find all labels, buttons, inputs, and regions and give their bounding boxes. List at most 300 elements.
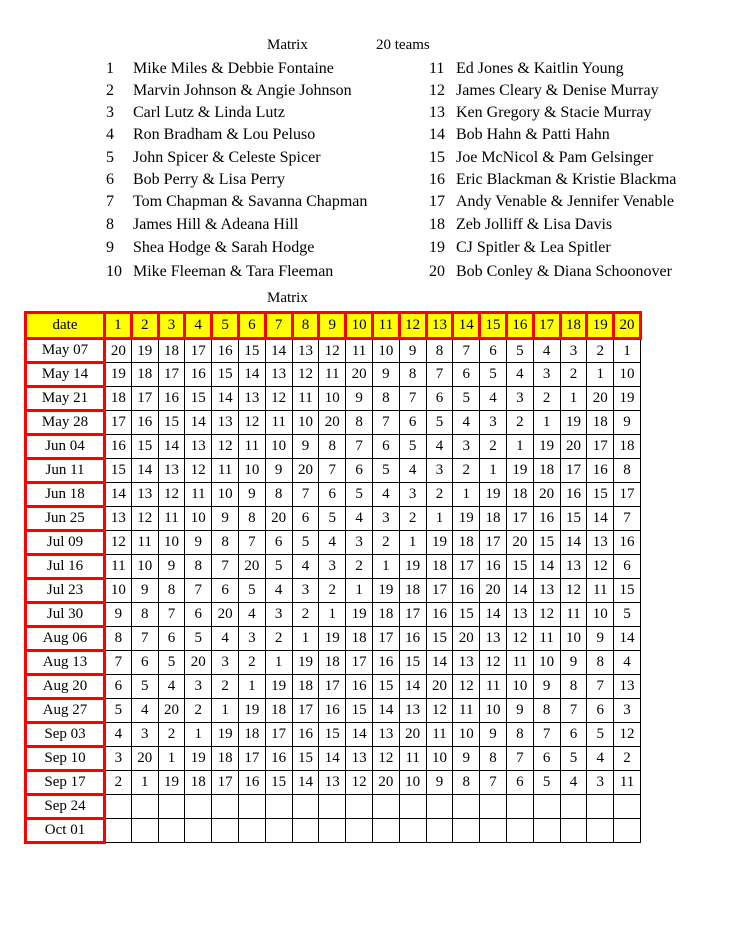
matrix-cell: 20 bbox=[372, 771, 399, 795]
team-column-header: 7 bbox=[265, 313, 292, 339]
matrix-cell: 7 bbox=[158, 603, 185, 627]
team-column-header: 19 bbox=[587, 313, 614, 339]
table-row bbox=[26, 555, 641, 579]
row-date: Jul 16 bbox=[26, 555, 105, 579]
matrix-cell: 12 bbox=[212, 435, 239, 459]
matrix-cell bbox=[560, 819, 587, 843]
matrix-cell: 19 bbox=[212, 723, 239, 747]
matrix-cell: 13 bbox=[480, 627, 507, 651]
matrix-cell: 3 bbox=[426, 459, 453, 483]
row-date: May 28 bbox=[26, 411, 105, 435]
team-column-header: 13 bbox=[426, 313, 453, 339]
matrix-cell: 1 bbox=[212, 699, 239, 723]
matrix-cell: 18 bbox=[533, 459, 560, 483]
matrix-cell: 10 bbox=[506, 675, 533, 699]
matrix-cell: 13 bbox=[506, 603, 533, 627]
matrix-cell: 18 bbox=[587, 411, 614, 435]
matrix-cell: 5 bbox=[372, 459, 399, 483]
matrix-cell: 20 bbox=[319, 411, 346, 435]
matrix-cell: 10 bbox=[131, 555, 158, 579]
matrix-cell: 16 bbox=[372, 651, 399, 675]
matrix-cell: 12 bbox=[426, 699, 453, 723]
matrix-cell: 14 bbox=[614, 627, 641, 651]
matrix-cell: 15 bbox=[453, 603, 480, 627]
matrix-cell: 15 bbox=[212, 363, 239, 387]
matrix-cell: 4 bbox=[480, 387, 507, 411]
team-name: Bob Hahn & Patti Hahn bbox=[456, 126, 610, 143]
matrix-cell: 14 bbox=[346, 723, 373, 747]
matrix-cell: 5 bbox=[506, 339, 533, 363]
matrix-cell: 7 bbox=[319, 459, 346, 483]
matrix-cell: 11 bbox=[265, 411, 292, 435]
matrix-cell: 7 bbox=[426, 363, 453, 387]
team-number: 2 bbox=[106, 82, 114, 99]
team-column-header: 10 bbox=[346, 313, 373, 339]
matrix-cell: 20 bbox=[426, 675, 453, 699]
matrix-cell: 8 bbox=[319, 435, 346, 459]
matrix-cell: 11 bbox=[560, 603, 587, 627]
matrix-cell: 7 bbox=[372, 411, 399, 435]
matrix-cell: 2 bbox=[560, 363, 587, 387]
matrix-cell: 9 bbox=[105, 603, 132, 627]
matrix-cell: 4 bbox=[238, 603, 265, 627]
table-row bbox=[26, 483, 641, 507]
matrix-cell bbox=[399, 795, 426, 819]
matrix-cell: 11 bbox=[346, 339, 373, 363]
matrix-cell: 16 bbox=[399, 627, 426, 651]
matrix-cell: 15 bbox=[506, 555, 533, 579]
matrix-cell: 3 bbox=[506, 387, 533, 411]
matrix-cell: 15 bbox=[426, 627, 453, 651]
matrix-cell: 1 bbox=[185, 723, 212, 747]
matrix-cell: 5 bbox=[185, 627, 212, 651]
matrix-cell: 8 bbox=[560, 675, 587, 699]
team-number: 6 bbox=[106, 171, 114, 188]
row-date: Jun 04 bbox=[26, 435, 105, 459]
matrix-cell bbox=[480, 819, 507, 843]
matrix-cell: 2 bbox=[346, 555, 373, 579]
matrix-cell: 1 bbox=[131, 771, 158, 795]
matrix-cell: 6 bbox=[265, 531, 292, 555]
matrix-cell: 1 bbox=[614, 339, 641, 363]
matrix-cell: 14 bbox=[158, 435, 185, 459]
matrix-cell: 1 bbox=[372, 555, 399, 579]
table-row bbox=[26, 699, 641, 723]
matrix-cell: 6 bbox=[453, 363, 480, 387]
matrix-cell: 17 bbox=[131, 387, 158, 411]
matrix-cell: 15 bbox=[185, 387, 212, 411]
matrix-cell: 17 bbox=[372, 627, 399, 651]
matrix-cell bbox=[212, 819, 239, 843]
matrix-cell: 8 bbox=[587, 651, 614, 675]
matrix-cell: 2 bbox=[506, 411, 533, 435]
matrix-cell: 2 bbox=[319, 579, 346, 603]
matrix-cell: 4 bbox=[105, 723, 132, 747]
matrix-cell: 9 bbox=[453, 747, 480, 771]
matrix-cell: 1 bbox=[560, 387, 587, 411]
matrix-cell: 4 bbox=[587, 747, 614, 771]
matrix-cell bbox=[265, 795, 292, 819]
matrix-cell: 18 bbox=[614, 435, 641, 459]
matrix-cell: 1 bbox=[587, 363, 614, 387]
team-column-header: 5 bbox=[212, 313, 239, 339]
matrix-cell: 2 bbox=[533, 387, 560, 411]
matrix-cell: 10 bbox=[399, 771, 426, 795]
matrix-cell: 1 bbox=[453, 483, 480, 507]
team-number: 4 bbox=[106, 126, 114, 143]
matrix-cell: 6 bbox=[131, 651, 158, 675]
team-name: Ron Bradham & Lou Peluso bbox=[133, 126, 316, 143]
matrix-cell: 3 bbox=[480, 411, 507, 435]
matrix-cell: 6 bbox=[506, 771, 533, 795]
matrix-cell: 4 bbox=[292, 555, 319, 579]
matrix-cell: 10 bbox=[212, 483, 239, 507]
matrix-cell: 19 bbox=[480, 483, 507, 507]
matrix-cell: 16 bbox=[614, 531, 641, 555]
matrix-cell: 9 bbox=[212, 507, 239, 531]
matrix-cell: 8 bbox=[238, 507, 265, 531]
matrix-cell: 1 bbox=[506, 435, 533, 459]
matrix-cell: 14 bbox=[372, 699, 399, 723]
matrix-cell: 9 bbox=[506, 699, 533, 723]
matrix-cell: 18 bbox=[212, 747, 239, 771]
matrix-cell: 3 bbox=[560, 339, 587, 363]
team-name: James Cleary & Denise Murray bbox=[456, 82, 659, 99]
matrix-cell: 10 bbox=[480, 699, 507, 723]
matrix-cell: 14 bbox=[105, 483, 132, 507]
matrix-cell: 17 bbox=[560, 459, 587, 483]
matrix-cell: 14 bbox=[426, 651, 453, 675]
matrix-cell bbox=[319, 819, 346, 843]
matrix-cell: 16 bbox=[158, 387, 185, 411]
matrix-cell: 17 bbox=[614, 483, 641, 507]
matrix-cell: 12 bbox=[372, 747, 399, 771]
table-row bbox=[26, 723, 641, 747]
matrix-cell: 19 bbox=[346, 603, 373, 627]
matrix-cell: 4 bbox=[506, 363, 533, 387]
matrix-cell: 13 bbox=[131, 483, 158, 507]
matrix-cell: 17 bbox=[453, 555, 480, 579]
matrix-cell: 18 bbox=[319, 651, 346, 675]
table-row bbox=[26, 435, 641, 459]
matrix-cell: 11 bbox=[533, 627, 560, 651]
matrix-cell: 12 bbox=[533, 603, 560, 627]
matrix-cell: 18 bbox=[105, 387, 132, 411]
matrix-cell bbox=[131, 819, 158, 843]
table-row bbox=[26, 603, 641, 627]
matrix-cell: 3 bbox=[453, 435, 480, 459]
matrix-cell: 13 bbox=[265, 363, 292, 387]
team-column-header: 1 bbox=[105, 313, 132, 339]
matrix-cell: 10 bbox=[238, 459, 265, 483]
matrix-cell: 16 bbox=[292, 723, 319, 747]
matrix-cell: 17 bbox=[238, 747, 265, 771]
matrix-cell: 15 bbox=[399, 651, 426, 675]
team-number: 12 bbox=[429, 82, 445, 99]
row-date: Jul 23 bbox=[26, 579, 105, 603]
table-row bbox=[26, 579, 641, 603]
matrix-cell: 13 bbox=[346, 747, 373, 771]
matrix-cell: 2 bbox=[185, 699, 212, 723]
team-number: 5 bbox=[106, 149, 114, 166]
table-row bbox=[26, 411, 641, 435]
matrix-cell: 9 bbox=[292, 435, 319, 459]
matrix-cell: 6 bbox=[185, 603, 212, 627]
row-date: Jul 30 bbox=[26, 603, 105, 627]
matrix-cell: 12 bbox=[319, 339, 346, 363]
matrix-cell: 20 bbox=[131, 747, 158, 771]
matrix-cell: 19 bbox=[614, 387, 641, 411]
matrix-cell: 6 bbox=[399, 411, 426, 435]
team-number: 9 bbox=[106, 239, 114, 256]
matrix-cell: 4 bbox=[399, 459, 426, 483]
matrix-cell: 3 bbox=[292, 579, 319, 603]
matrix-cell bbox=[292, 795, 319, 819]
schedule-matrix bbox=[24, 311, 642, 844]
matrix-cell: 11 bbox=[131, 531, 158, 555]
matrix-cell: 20 bbox=[158, 699, 185, 723]
matrix-cell: 5 bbox=[158, 651, 185, 675]
matrix-cell: 15 bbox=[131, 435, 158, 459]
matrix-cell: 16 bbox=[560, 483, 587, 507]
table-row bbox=[26, 363, 641, 387]
matrix-cell: 3 bbox=[105, 747, 132, 771]
matrix-cell: 16 bbox=[480, 555, 507, 579]
matrix-cell: 18 bbox=[158, 339, 185, 363]
matrix-cell: 10 bbox=[158, 531, 185, 555]
matrix-cell: 16 bbox=[426, 603, 453, 627]
matrix-cell: 4 bbox=[614, 651, 641, 675]
matrix-cell bbox=[185, 819, 212, 843]
row-date: Aug 20 bbox=[26, 675, 105, 699]
matrix-cell: 7 bbox=[587, 675, 614, 699]
matrix-cell: 14 bbox=[506, 579, 533, 603]
matrix-cell: 13 bbox=[533, 579, 560, 603]
team-column-header: 16 bbox=[506, 313, 533, 339]
matrix-cell bbox=[212, 795, 239, 819]
matrix-cell: 20 bbox=[560, 435, 587, 459]
matrix-cell: 16 bbox=[131, 411, 158, 435]
team-column-header: 12 bbox=[399, 313, 426, 339]
matrix-cell: 14 bbox=[560, 531, 587, 555]
matrix-cell: 9 bbox=[614, 411, 641, 435]
matrix-cell: 17 bbox=[185, 339, 212, 363]
matrix-cell: 8 bbox=[185, 555, 212, 579]
matrix-cell: 5 bbox=[105, 699, 132, 723]
matrix-cell: 2 bbox=[238, 651, 265, 675]
matrix-cell: 12 bbox=[480, 651, 507, 675]
matrix-cell: 6 bbox=[533, 747, 560, 771]
matrix-cell: 1 bbox=[533, 411, 560, 435]
row-date: Jun 11 bbox=[26, 459, 105, 483]
matrix-cell: 17 bbox=[399, 603, 426, 627]
matrix-cell: 14 bbox=[480, 603, 507, 627]
matrix-cell: 16 bbox=[533, 507, 560, 531]
matrix-cell: 9 bbox=[372, 363, 399, 387]
matrix-cell bbox=[372, 819, 399, 843]
team-name: Mike Fleeman & Tara Fleeman bbox=[133, 263, 334, 280]
team-column-header: 9 bbox=[319, 313, 346, 339]
team-column-header: 8 bbox=[292, 313, 319, 339]
matrix-cell: 11 bbox=[212, 459, 239, 483]
matrix-cell: 15 bbox=[587, 483, 614, 507]
matrix-cell: 7 bbox=[185, 579, 212, 603]
matrix-cell: 8 bbox=[614, 459, 641, 483]
matrix-cell: 16 bbox=[319, 699, 346, 723]
matrix-cell: 10 bbox=[105, 579, 132, 603]
matrix-cell: 20 bbox=[587, 387, 614, 411]
matrix-cell: 3 bbox=[212, 651, 239, 675]
matrix-cell: 7 bbox=[105, 651, 132, 675]
matrix-title: Matrix bbox=[267, 290, 308, 306]
matrix-cell: 13 bbox=[614, 675, 641, 699]
matrix-cell: 14 bbox=[185, 411, 212, 435]
matrix-cell: 2 bbox=[453, 459, 480, 483]
table-row bbox=[26, 747, 641, 771]
matrix-cell: 6 bbox=[292, 507, 319, 531]
matrix-cell: 12 bbox=[265, 387, 292, 411]
matrix-cell: 17 bbox=[292, 699, 319, 723]
matrix-cell bbox=[587, 795, 614, 819]
matrix-cell: 11 bbox=[158, 507, 185, 531]
team-column-header: 15 bbox=[480, 313, 507, 339]
matrix-cell: 13 bbox=[105, 507, 132, 531]
matrix-cell: 13 bbox=[399, 699, 426, 723]
team-name: Ed Jones & Kaitlin Young bbox=[456, 60, 624, 77]
team-name: Eric Blackman & Kristie Blackma bbox=[456, 171, 677, 188]
row-date: May 14 bbox=[26, 363, 105, 387]
team-number: 8 bbox=[106, 216, 114, 233]
matrix-cell bbox=[426, 795, 453, 819]
matrix-cell: 6 bbox=[212, 579, 239, 603]
matrix-cell: 9 bbox=[185, 531, 212, 555]
matrix-cell: 20 bbox=[480, 579, 507, 603]
matrix-cell: 7 bbox=[131, 627, 158, 651]
matrix-cell: 6 bbox=[426, 387, 453, 411]
matrix-cell: 10 bbox=[319, 387, 346, 411]
matrix-cell bbox=[587, 819, 614, 843]
matrix-cell: 4 bbox=[158, 675, 185, 699]
matrix-cell bbox=[453, 795, 480, 819]
matrix-cell: 20 bbox=[453, 627, 480, 651]
team-number: 15 bbox=[429, 149, 445, 166]
matrix-cell: 15 bbox=[105, 459, 132, 483]
matrix-cell bbox=[105, 795, 132, 819]
team-name: Joe McNicol & Pam Gelsinger bbox=[456, 149, 654, 166]
row-date: Aug 27 bbox=[26, 699, 105, 723]
team-name: Marvin Johnson & Angie Johnson bbox=[133, 82, 352, 99]
matrix-cell: 2 bbox=[292, 603, 319, 627]
matrix-cell: 11 bbox=[426, 723, 453, 747]
matrix-cell: 3 bbox=[372, 507, 399, 531]
matrix-cell bbox=[238, 819, 265, 843]
matrix-cell: 19 bbox=[506, 459, 533, 483]
matrix-cell: 5 bbox=[560, 747, 587, 771]
matrix-cell: 18 bbox=[131, 363, 158, 387]
matrix-cell: 20 bbox=[105, 339, 132, 363]
table-row bbox=[26, 459, 641, 483]
matrix-cell: 4 bbox=[533, 339, 560, 363]
matrix-cell: 19 bbox=[560, 411, 587, 435]
matrix-cell bbox=[533, 795, 560, 819]
matrix-cell: 12 bbox=[105, 531, 132, 555]
table-row bbox=[26, 675, 641, 699]
matrix-cell bbox=[614, 819, 641, 843]
matrix-cell: 12 bbox=[453, 675, 480, 699]
matrix-cell: 10 bbox=[614, 363, 641, 387]
matrix-cell: 18 bbox=[292, 675, 319, 699]
matrix-cell: 5 bbox=[131, 675, 158, 699]
matrix-cell: 8 bbox=[533, 699, 560, 723]
matrix-cell: 18 bbox=[185, 771, 212, 795]
matrix-cell: 12 bbox=[238, 411, 265, 435]
matrix-cell: 5 bbox=[399, 435, 426, 459]
matrix-cell: 10 bbox=[587, 603, 614, 627]
team-column-header: 17 bbox=[533, 313, 560, 339]
matrix-cell: 11 bbox=[587, 579, 614, 603]
matrix-cell: 18 bbox=[238, 723, 265, 747]
matrix-cell: 2 bbox=[158, 723, 185, 747]
matrix-header-row bbox=[26, 313, 641, 339]
matrix-cell: 15 bbox=[319, 723, 346, 747]
team-number: 17 bbox=[429, 193, 445, 210]
team-number: 7 bbox=[106, 193, 114, 210]
matrix-cell: 17 bbox=[426, 579, 453, 603]
matrix-cell: 20 bbox=[506, 531, 533, 555]
matrix-cell bbox=[292, 819, 319, 843]
matrix-cell: 4 bbox=[131, 699, 158, 723]
matrix-cell: 8 bbox=[105, 627, 132, 651]
matrix-cell: 12 bbox=[587, 555, 614, 579]
matrix-cell: 16 bbox=[587, 459, 614, 483]
matrix-cell: 1 bbox=[292, 627, 319, 651]
matrix-cell: 15 bbox=[346, 699, 373, 723]
matrix-cell: 5 bbox=[614, 603, 641, 627]
matrix-cell: 15 bbox=[265, 771, 292, 795]
matrix-cell: 5 bbox=[319, 507, 346, 531]
table-row bbox=[26, 651, 641, 675]
matrix-cell: 14 bbox=[238, 363, 265, 387]
matrix-cell: 3 bbox=[587, 771, 614, 795]
matrix-cell: 4 bbox=[426, 435, 453, 459]
matrix-cell: 10 bbox=[453, 723, 480, 747]
team-number: 10 bbox=[106, 263, 122, 280]
matrix-cell: 5 bbox=[587, 723, 614, 747]
matrix-cell: 20 bbox=[399, 723, 426, 747]
matrix-cell: 19 bbox=[399, 555, 426, 579]
matrix-cell bbox=[399, 819, 426, 843]
matrix-cell: 8 bbox=[158, 579, 185, 603]
matrix-cell: 17 bbox=[480, 531, 507, 555]
matrix-cell bbox=[346, 819, 373, 843]
matrix-cell: 6 bbox=[319, 483, 346, 507]
matrix-cell: 9 bbox=[399, 339, 426, 363]
matrix-cell: 6 bbox=[560, 723, 587, 747]
header-subtitle: 20 teams bbox=[376, 37, 430, 53]
matrix-cell: 16 bbox=[265, 747, 292, 771]
matrix-cell: 4 bbox=[319, 531, 346, 555]
matrix-cell: 3 bbox=[238, 627, 265, 651]
team-name: James Hill & Adeana Hill bbox=[133, 216, 299, 233]
matrix-cell: 20 bbox=[533, 483, 560, 507]
matrix-cell: 20 bbox=[265, 507, 292, 531]
table-row bbox=[26, 795, 641, 819]
matrix-cell: 13 bbox=[292, 339, 319, 363]
matrix-cell bbox=[533, 819, 560, 843]
matrix-cell bbox=[614, 795, 641, 819]
matrix-cell: 4 bbox=[265, 579, 292, 603]
matrix-cell: 14 bbox=[399, 675, 426, 699]
